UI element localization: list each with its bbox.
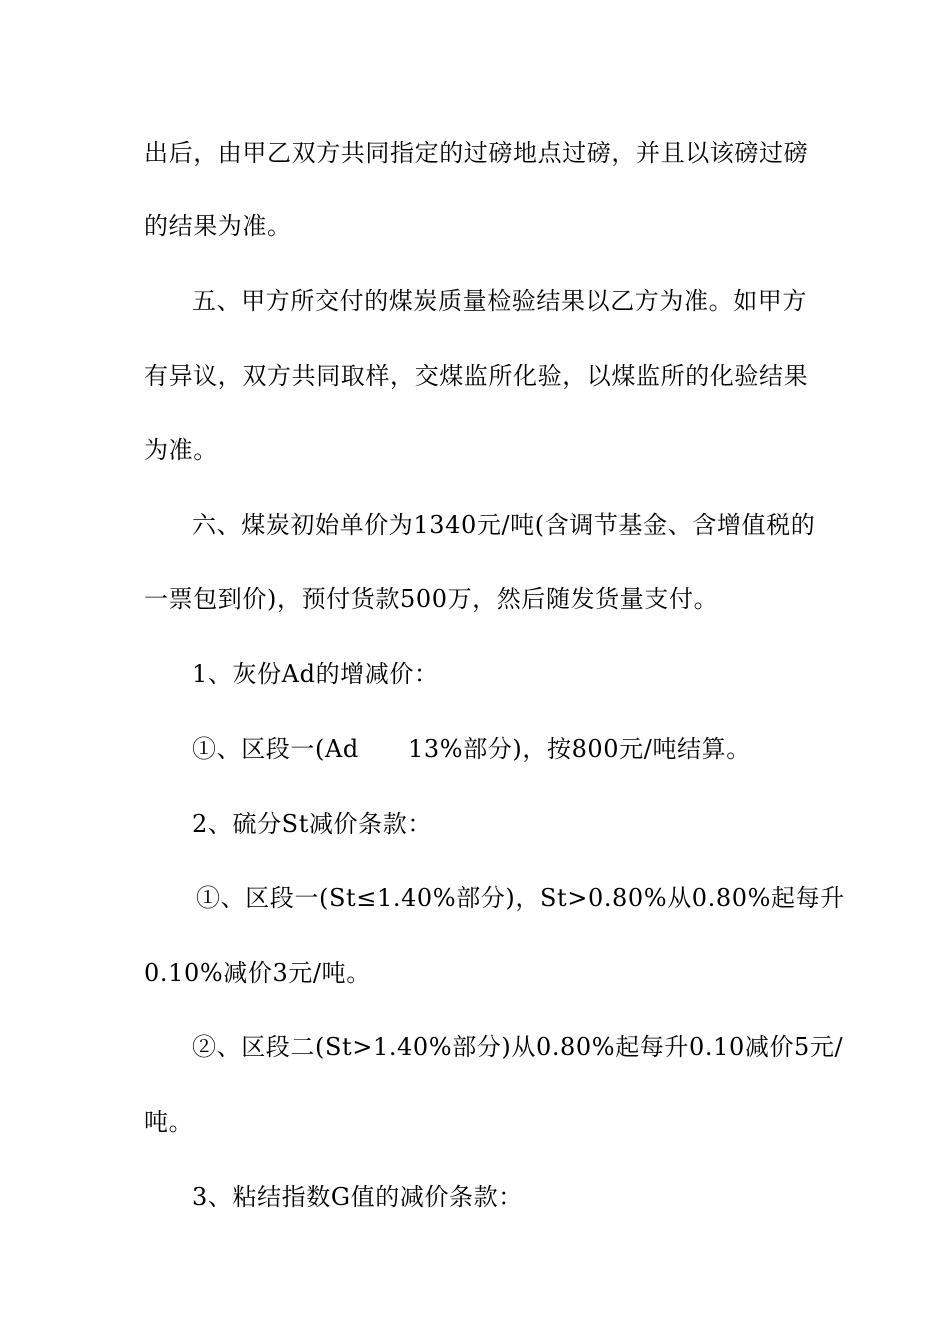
paragraph-line: 为准。: [144, 436, 218, 464]
paragraph-line: 出后，由甲乙双方共同指定的过磅地点过磅，并且以该磅过磅: [144, 139, 809, 167]
list-item: ①、区段一(Ad 13%部分)，按800元/吨结算。: [192, 735, 751, 763]
list-item-heading: 3、粘结指数G值的减价条款：: [192, 1183, 523, 1211]
list-item-heading: 2、硫分St减价条款：: [192, 810, 432, 838]
paragraph-line: 一票包到价)，预付货款500万，然后随发货量支付。: [144, 585, 719, 613]
list-item: ①、区段一(St≤1.40%部分)，St>0.80%从0.80%起每升: [196, 884, 845, 912]
list-item-heading: 1、灰份Ad的增减价：: [192, 660, 439, 688]
paragraph-line: 五、甲方所交付的煤炭质量检验结果以乙方为准。如甲方: [192, 287, 807, 315]
paragraph-line: 0.10%减价3元/吨。: [144, 959, 371, 987]
list-item: ②、区段二(St>1.40%部分)从0.80%起每升0.10减价5元/: [192, 1033, 844, 1061]
paragraph-line: 有异议，双方共同取样，交煤监所化验，以煤监所的化验结果: [144, 362, 809, 390]
paragraph-line: 六、煤炭初始单价为1340元/吨(含调节基金、含增值税的: [192, 511, 816, 539]
paragraph-line: 的结果为准。: [144, 212, 292, 240]
paragraph-line: 吨。: [144, 1108, 194, 1136]
